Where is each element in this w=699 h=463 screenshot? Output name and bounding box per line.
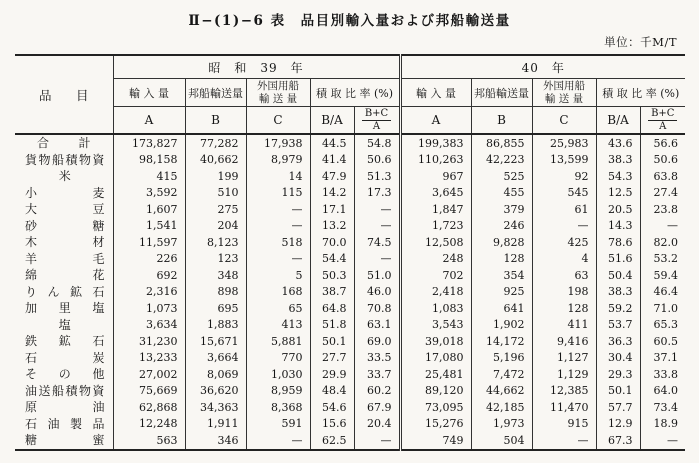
cell-y39-BCA: 63.1 (354, 317, 400, 334)
cell-y40-BA: 20.5 (596, 201, 640, 218)
cell-y40-C: 1,127 (532, 350, 596, 367)
letter-bca-39 (354, 107, 400, 135)
cell-y40-B: 7,472 (471, 366, 532, 383)
header-letter-row (15, 107, 685, 135)
cell-y40-A: 3,645 (400, 185, 471, 202)
cell-y40-C: 128 (532, 300, 596, 317)
cell-y39-BA: 64.8 (310, 300, 354, 317)
cell-y40-BA: 67.3 (596, 432, 640, 450)
cell-y40-C: 411 (532, 317, 596, 334)
cell-y40-BCA: 63.8 (640, 168, 685, 185)
cell-y39-BCA: — (354, 251, 400, 268)
cell-y39-A: 11,597 (113, 234, 185, 251)
table-row (15, 234, 685, 251)
unit-label: 単位：千M/T (604, 35, 677, 49)
cell-y40-A: 15,276 (400, 416, 471, 433)
cell-y40-BA: 59.2 (596, 300, 640, 317)
cell-y39-BCA: 74.5 (354, 234, 400, 251)
row-label: 石 炭 (25, 350, 105, 365)
cell-y39-B: 77,282 (185, 134, 246, 152)
letter-c-40: C (532, 107, 596, 135)
year-group-40: 40 年 (400, 55, 685, 79)
cell-y40-BCA: 37.1 (640, 350, 685, 367)
cell-y39-A: 2,316 (113, 284, 185, 301)
cell-y40-A: 1,847 (400, 201, 471, 218)
cell-y39-BA: 15.6 (310, 416, 354, 433)
cell-y40-B: 44,662 (471, 383, 532, 400)
cell-y40-BCA: 59.4 (640, 267, 685, 284)
cell-y39-A: 563 (113, 432, 185, 450)
col-ratio-40: 積 取 比 率 (%) (596, 79, 685, 107)
table-row (15, 383, 685, 400)
table-row (15, 317, 685, 334)
bca-fraction (362, 108, 391, 132)
row-label: 米 (58, 169, 71, 184)
cell-y40-BA: 50.1 (596, 383, 640, 400)
cell-y40-B: 14,172 (471, 333, 532, 350)
row-label: 羊 毛 (25, 251, 105, 266)
col-foreign-charter-40 (532, 79, 596, 107)
cell-y39-B: 275 (185, 201, 246, 218)
cell-y40-C: — (532, 218, 596, 235)
cell-y40-A: 1,083 (400, 300, 471, 317)
letter-ba-39: B/A (310, 107, 354, 135)
cell-y40-A: 89,120 (400, 383, 471, 400)
col-import-39: 輸 入 量 (113, 79, 185, 107)
year-group-showa39: 昭 和 39 年 (113, 55, 400, 79)
cell-y39-BCA: — (354, 432, 400, 450)
cell-y39-C: 17,938 (246, 134, 310, 152)
row-label: 大 豆 (25, 202, 105, 217)
cell-y39-BCA: 33.5 (354, 350, 400, 367)
cell-y40-C: 545 (532, 185, 596, 202)
cell-y40-B: 5,196 (471, 350, 532, 367)
cell-y39-C: 413 (246, 317, 310, 334)
cell-y39-C: 168 (246, 284, 310, 301)
col-japanese-ship-40: 邦船輸送量 (471, 79, 532, 107)
foreign-charter-line2: 輸 送 量 (258, 92, 298, 105)
cell-y39-BA: 62.5 (310, 432, 354, 450)
cell-y40-B: 1,902 (471, 317, 532, 334)
cell-y39-BA: 54.6 (310, 399, 354, 416)
cell-y40-A: 17,080 (400, 350, 471, 367)
cell-y40-B: 246 (471, 218, 532, 235)
cell-y39-B: 1,883 (185, 317, 246, 334)
cell-y39-A: 31,230 (113, 333, 185, 350)
cell-y39-BA: 13.2 (310, 218, 354, 235)
fraction-numerator: B+C (648, 108, 677, 121)
cell-y39-C: 8,959 (246, 383, 310, 400)
cell-y39-A: 98,158 (113, 152, 185, 169)
cell-y39-BCA: 51.3 (354, 168, 400, 185)
cell-y39-A: 12,248 (113, 416, 185, 433)
letter-c-39: C (246, 107, 310, 135)
cell-y40-C: 11,470 (532, 399, 596, 416)
table-row (15, 251, 685, 268)
cell-y40-BCA: 65.3 (640, 317, 685, 334)
cell-y40-BA: 57.7 (596, 399, 640, 416)
cell-y39-BCA: 20.4 (354, 416, 400, 433)
cell-y40-BCA: 73.4 (640, 399, 685, 416)
row-label: 貨 物 船 積 物 資 (25, 152, 105, 167)
table-row (15, 366, 685, 383)
cell-y39-C: — (246, 218, 310, 235)
cell-y39-BA: 47.9 (310, 168, 354, 185)
cell-y40-C: 12,385 (532, 383, 596, 400)
letter-a-39: A (113, 107, 185, 135)
cell-y39-A: 3,592 (113, 185, 185, 202)
cell-y40-B: 354 (471, 267, 532, 284)
cell-y40-BA: 43.6 (596, 134, 640, 152)
cell-y39-C: 115 (246, 185, 310, 202)
cell-y39-BA: 14.2 (310, 185, 354, 202)
cell-y40-C: 425 (532, 234, 596, 251)
cell-y40-BCA: 82.0 (640, 234, 685, 251)
table-row (15, 201, 685, 218)
col-ratio-39: 積 取 比 率 (%) (310, 79, 400, 107)
cell-y39-BA: 70.0 (310, 234, 354, 251)
cell-y39-BA: 50.3 (310, 267, 354, 284)
cell-y39-BCA: 51.0 (354, 267, 400, 284)
row-label: り ん 鉱 石 (25, 284, 105, 299)
cell-y40-B: 504 (471, 432, 532, 450)
cell-y40-BA: 54.3 (596, 168, 640, 185)
row-label: そ の 他 (25, 367, 105, 382)
cell-y40-BA: 53.7 (596, 317, 640, 334)
row-label: 塩 (58, 317, 71, 332)
cell-y39-BCA: 60.2 (354, 383, 400, 400)
letter-ba-40: B/A (596, 107, 640, 135)
cell-y40-A: 248 (400, 251, 471, 268)
cell-y40-C: 63 (532, 267, 596, 284)
cell-y39-BA: 29.9 (310, 366, 354, 383)
table-row (15, 333, 685, 350)
table-row (15, 185, 685, 202)
cell-y40-B: 9,828 (471, 234, 532, 251)
cell-y40-B: 1,973 (471, 416, 532, 433)
cell-y39-B: 199 (185, 168, 246, 185)
cell-y39-C: 5 (246, 267, 310, 284)
cell-y39-B: 8,069 (185, 366, 246, 383)
cell-y39-B: 123 (185, 251, 246, 268)
cell-y40-BA: 38.3 (596, 152, 640, 169)
header-colname-row (15, 79, 685, 107)
row-label: 砂 糖 (25, 218, 105, 233)
item-column-header (15, 55, 113, 134)
cell-y39-BA: 48.4 (310, 383, 354, 400)
table-row (15, 168, 685, 185)
cell-y39-C: 8,979 (246, 152, 310, 169)
fraction-denominator: A (372, 120, 381, 132)
cell-y40-A: 749 (400, 432, 471, 450)
letter-a-40: A (400, 107, 471, 135)
cell-y40-BCA: 18.9 (640, 416, 685, 433)
row-label: 綿 花 (25, 268, 105, 283)
cell-y40-BCA: 33.8 (640, 366, 685, 383)
cell-y39-C: 591 (246, 416, 310, 433)
cell-y39-B: 510 (185, 185, 246, 202)
cell-y40-A: 1,723 (400, 218, 471, 235)
cell-y39-A: 13,233 (113, 350, 185, 367)
cell-y40-BCA: — (640, 432, 685, 450)
cell-y39-C: — (246, 432, 310, 450)
cell-y39-BCA: — (354, 218, 400, 235)
cell-y39-C: 5,881 (246, 333, 310, 350)
cell-y39-C: 1,030 (246, 366, 310, 383)
cell-y39-A: 173,827 (113, 134, 185, 152)
cell-y40-BCA: 71.0 (640, 300, 685, 317)
table-row (15, 432, 685, 450)
cell-y39-A: 1,541 (113, 218, 185, 235)
cell-y40-BCA: — (640, 218, 685, 235)
cell-y40-B: 42,223 (471, 152, 532, 169)
table-body (15, 134, 685, 450)
import-volume-table (15, 54, 685, 451)
cell-y39-B: 36,620 (185, 383, 246, 400)
table-row (15, 218, 685, 235)
foreign-charter-line2: 輸 送 量 (544, 92, 584, 105)
table-row (15, 284, 685, 301)
cell-y39-A: 226 (113, 251, 185, 268)
cell-y40-BA: 38.3 (596, 284, 640, 301)
cell-y40-A: 110,263 (400, 152, 471, 169)
cell-y40-B: 379 (471, 201, 532, 218)
cell-y39-BCA: 70.8 (354, 300, 400, 317)
cell-y39-B: 348 (185, 267, 246, 284)
row-label: 加 里 塩 (25, 301, 105, 316)
cell-y39-BA: 17.1 (310, 201, 354, 218)
cell-y40-B: 42,185 (471, 399, 532, 416)
cell-y39-C: 14 (246, 168, 310, 185)
cell-y40-B: 455 (471, 185, 532, 202)
cell-y40-BA: 29.3 (596, 366, 640, 383)
cell-y40-BCA: 50.6 (640, 152, 685, 169)
cell-y40-A: 12,508 (400, 234, 471, 251)
cell-y40-BCA: 64.0 (640, 383, 685, 400)
cell-y39-C: — (246, 251, 310, 268)
table-header (15, 55, 685, 134)
item-header-label: 品 目 (39, 87, 89, 103)
cell-y39-A: 692 (113, 267, 185, 284)
cell-y40-C: 13,599 (532, 152, 596, 169)
cell-y40-A: 39,018 (400, 333, 471, 350)
col-import-40: 輸 入 量 (400, 79, 471, 107)
cell-y39-B: 898 (185, 284, 246, 301)
cell-y40-BCA: 56.6 (640, 134, 685, 152)
cell-y40-BA: 30.4 (596, 350, 640, 367)
cell-y39-BA: 54.4 (310, 251, 354, 268)
cell-y39-BA: 51.8 (310, 317, 354, 334)
cell-y40-BA: 51.6 (596, 251, 640, 268)
cell-y40-B: 925 (471, 284, 532, 301)
cell-y40-A: 25,481 (400, 366, 471, 383)
foreign-charter-line1: 外国用船 (257, 79, 299, 92)
cell-y39-C: — (246, 201, 310, 218)
fraction-numerator: B+C (362, 108, 391, 121)
cell-y39-C: 518 (246, 234, 310, 251)
cell-y40-B: 128 (471, 251, 532, 268)
cell-y39-C: 770 (246, 350, 310, 367)
table-row (15, 350, 685, 367)
cell-y39-BCA: 69.0 (354, 333, 400, 350)
cell-y40-BCA: 23.8 (640, 201, 685, 218)
row-label: 小 麦 (25, 185, 105, 200)
row-label: 鉄 鉱 石 (25, 334, 105, 349)
row-label: 糖 蜜 (25, 433, 105, 448)
cell-y39-B: 15,671 (185, 333, 246, 350)
cell-y40-B: 641 (471, 300, 532, 317)
cell-y40-B: 525 (471, 168, 532, 185)
col-japanese-ship-39: 邦船輸送量 (185, 79, 246, 107)
table-row (15, 134, 685, 152)
cell-y39-BCA: 54.8 (354, 134, 400, 152)
cell-y40-BCA: 27.4 (640, 185, 685, 202)
cell-y39-B: 1,911 (185, 416, 246, 433)
cell-y39-BA: 38.7 (310, 284, 354, 301)
cell-y40-C: 1,129 (532, 366, 596, 383)
cell-y39-BA: 41.4 (310, 152, 354, 169)
cell-y39-A: 1,607 (113, 201, 185, 218)
cell-y39-C: 65 (246, 300, 310, 317)
cell-y40-C: 915 (532, 416, 596, 433)
cell-y40-C: 4 (532, 251, 596, 268)
page-title: Ⅱ−(1)−6 表 品目別輸入量および邦船輸送量 (188, 13, 511, 29)
cell-y39-BCA: 17.3 (354, 185, 400, 202)
cell-y39-A: 27,002 (113, 366, 185, 383)
cell-y40-BA: 12.9 (596, 416, 640, 433)
cell-y40-C: 61 (532, 201, 596, 218)
cell-y39-A: 3,634 (113, 317, 185, 334)
table-row (15, 267, 685, 284)
cell-y39-BCA: 46.0 (354, 284, 400, 301)
cell-y39-BA: 27.7 (310, 350, 354, 367)
cell-y39-C: 8,368 (246, 399, 310, 416)
table-row (15, 300, 685, 317)
cell-y39-B: 40,662 (185, 152, 246, 169)
cell-y40-BCA: 46.4 (640, 284, 685, 301)
row-label: 合 計 (37, 136, 91, 151)
table-row (15, 152, 685, 169)
foreign-charter-line1: 外国用船 (543, 79, 586, 92)
cell-y40-BA: 36.3 (596, 333, 640, 350)
cell-y40-A: 199,383 (400, 134, 471, 152)
cell-y40-BA: 14.3 (596, 218, 640, 235)
cell-y39-B: 34,363 (185, 399, 246, 416)
cell-y39-BA: 50.1 (310, 333, 354, 350)
cell-y39-B: 204 (185, 218, 246, 235)
cell-y39-B: 8,123 (185, 234, 246, 251)
table-row (15, 416, 685, 433)
letter-bca-40 (640, 107, 685, 135)
row-label: 油 送 船 積 物 資 (25, 383, 105, 398)
cell-y39-A: 62,868 (113, 399, 185, 416)
cell-y39-BCA: — (354, 201, 400, 218)
cell-y40-BA: 12.5 (596, 185, 640, 202)
row-label: 原 油 (25, 400, 105, 415)
row-label: 石 油 製 品 (25, 416, 105, 431)
letter-b-40: B (471, 107, 532, 135)
cell-y39-B: 695 (185, 300, 246, 317)
col-foreign-charter-39 (246, 79, 310, 107)
cell-y40-BCA: 60.5 (640, 333, 685, 350)
cell-y39-B: 3,664 (185, 350, 246, 367)
cell-y40-C: 92 (532, 168, 596, 185)
cell-y40-A: 2,418 (400, 284, 471, 301)
cell-y40-A: 967 (400, 168, 471, 185)
cell-y40-A: 702 (400, 267, 471, 284)
cell-y39-A: 75,669 (113, 383, 185, 400)
table-row (15, 399, 685, 416)
cell-y40-BA: 78.6 (596, 234, 640, 251)
bca-fraction (648, 108, 677, 132)
cell-y39-BA: 44.5 (310, 134, 354, 152)
cell-y40-BA: 50.4 (596, 267, 640, 284)
fraction-denominator: A (659, 120, 667, 132)
row-label: 木 材 (25, 235, 105, 250)
cell-y40-C: 9,416 (532, 333, 596, 350)
cell-y40-A: 73,095 (400, 399, 471, 416)
cell-y40-A: 3,543 (400, 317, 471, 334)
cell-y39-BCA: 33.7 (354, 366, 400, 383)
cell-y40-C: 198 (532, 284, 596, 301)
cell-y40-BCA: 53.2 (640, 251, 685, 268)
cell-y39-BCA: 67.9 (354, 399, 400, 416)
cell-y39-A: 1,073 (113, 300, 185, 317)
cell-y39-BCA: 50.6 (354, 152, 400, 169)
cell-y39-A: 415 (113, 168, 185, 185)
cell-y40-C: — (532, 432, 596, 450)
cell-y40-C: 25,983 (532, 134, 596, 152)
header-year-row (15, 55, 685, 79)
cell-y39-B: 346 (185, 432, 246, 450)
letter-b-39: B (185, 107, 246, 135)
cell-y40-B: 86,855 (471, 134, 532, 152)
